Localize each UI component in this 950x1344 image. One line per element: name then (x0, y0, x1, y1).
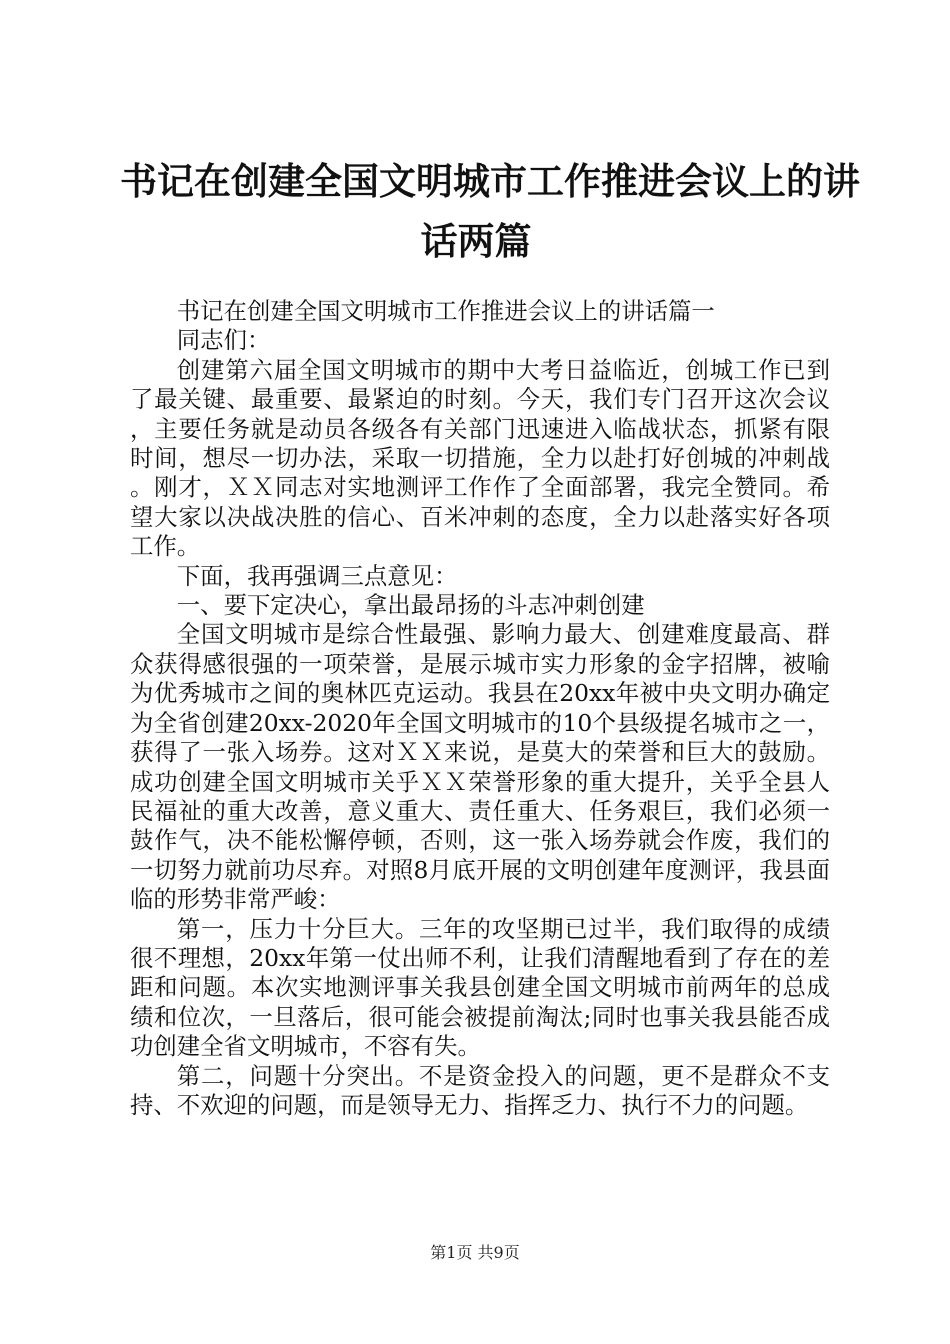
document-body (130, 297, 830, 1120)
paragraph: 全国文明城市是综合性最强、影响力最大、创建难度最高、群众获得感很强的一项荣誉，是展示城市实力形象的金字招牌，被喻为优秀城市之间的奥林匹克运动。我县在20xx年被中央文明办确定为全省创建20xx-2020年全国文明城市的10个县级提名城市之一，获得了一张入场券。这对ＸＸ来说，是莫大的荣誉和巨大的鼓励。成功创建全国文明城市关乎ＸＸ荣誉形象的重大提升，关乎全县人民福祉的重大改善，意义重大、责任重大、任务艰巨，我们必须一鼓作气，决不能松懈停顿，否则，这一张入场券就会作废，我们的一切努力就前功尽弃。对照8月底开展的文明创建年度测评，我县面临的形势非常严峻： (130, 620, 830, 914)
paragraph-salutation: 同志们： (176, 326, 271, 355)
paragraph: 第二，问题十分突出。不是资金投入的问题，更不是群众不支持、不欢迎的问题，而是领导无力、指挥乏力、执行不力的问题。 (130, 1061, 830, 1119)
page-number-footer: 第1页 共9页 (430, 1243, 520, 1262)
document-title-line1: 书记在创建全国文明城市工作推进会议上的讲 (120, 160, 860, 203)
paragraph: 下面，我再强调三点意见： (176, 561, 458, 590)
paragraph: 第一，压力十分巨大。三年的攻坚期已过半，我们取得的成绩很不理想，20xx年第一仗出师不利，让我们清醒地看到了存在的差距和问题。本次实地测评事关我县创建全国文明城市前两年的总成绩和位次，一旦落后，很可能会被提前淘汰;同时也事关我县能否成功创建全省文明城市，不容有失。 (130, 914, 830, 1061)
document-title-line2: 话两篇 (420, 220, 532, 263)
paragraph-subtitle: 书记在创建全国文明城市工作推进会议上的讲话篇一 (176, 297, 715, 325)
paragraph: 创建第六届全国文明城市的期中大考日益临近，创城工作已到了最关键、最重要、最紧迫的时刻。今天，我们专门召开这次会议，主要任务就是动员各级各有关部门迅速进入临战状态，抓紧有限时间，想尽一切办法，采取一切措施，全力以赴打好创城的冲刺战。刚才，ＸＸ同志对实地测评工作作了全面部署，我完全赞同。希望大家以决战决胜的信心、百米冲刺的态度，全力以赴落实好各项工作。 (130, 355, 830, 561)
section-heading: 一、要下定决心，拿出最昂扬的斗志冲刺创建 (176, 591, 645, 620)
